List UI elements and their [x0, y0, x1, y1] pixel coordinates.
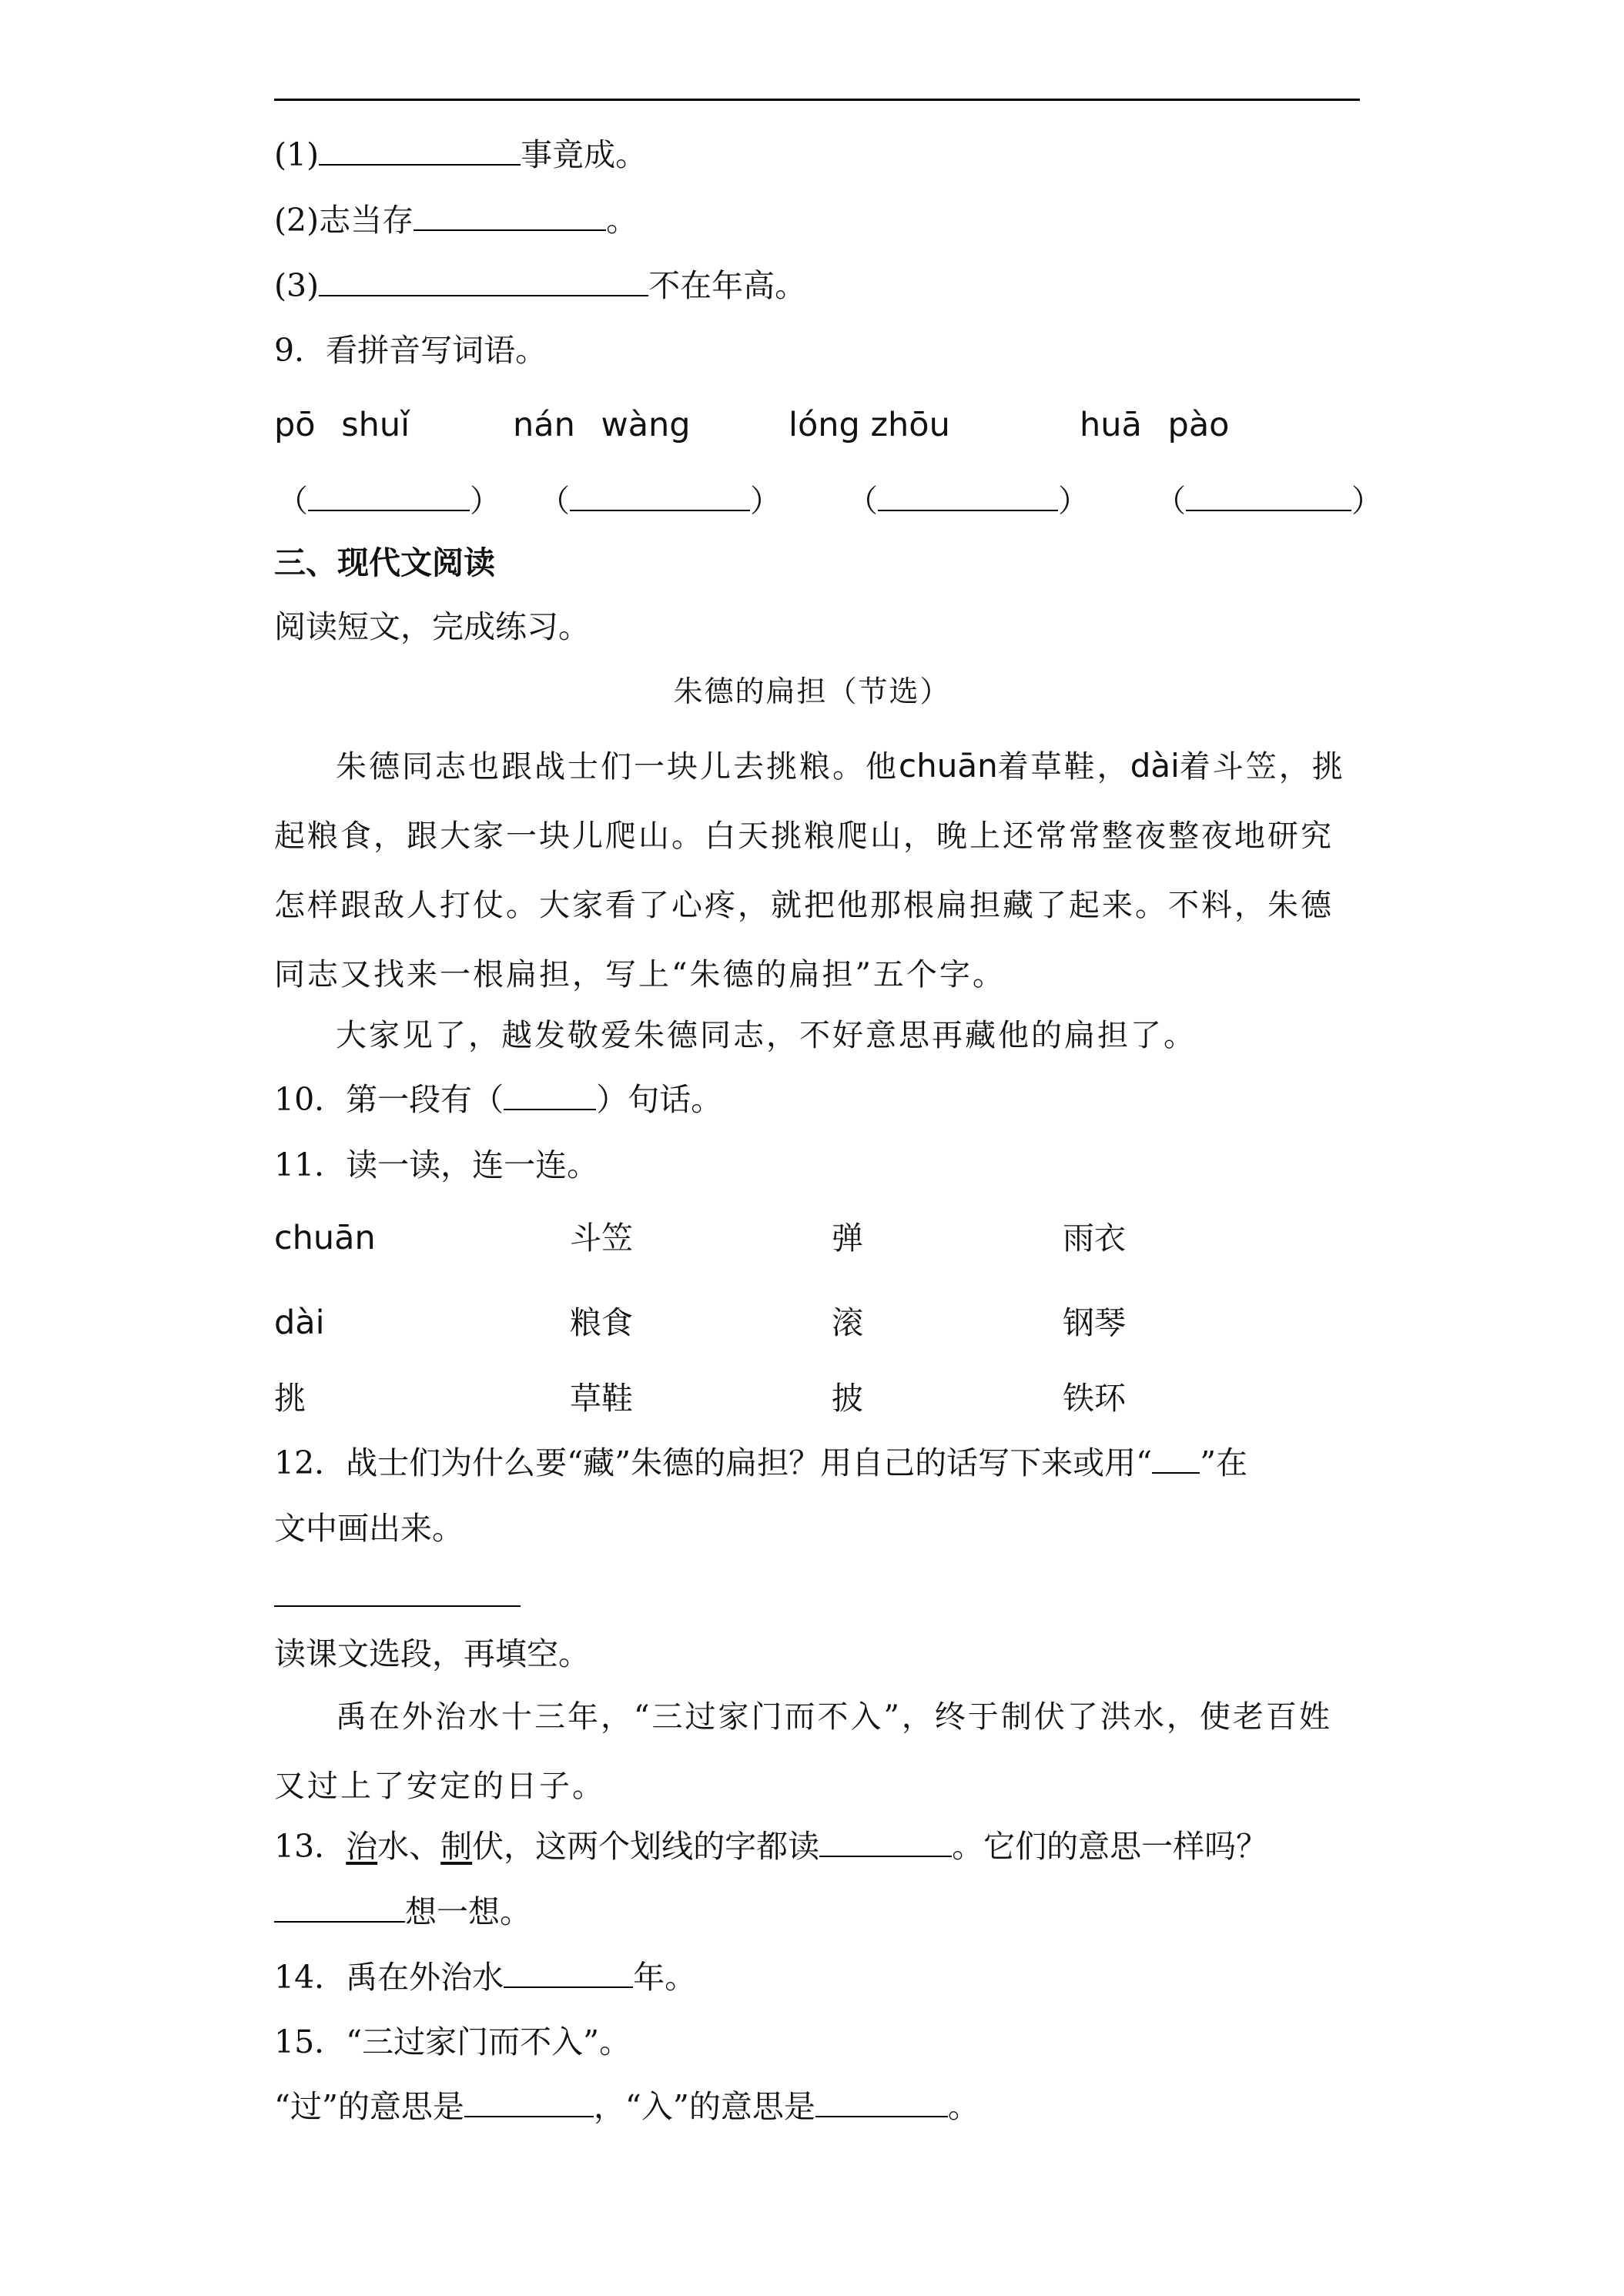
answer-blank[interactable]	[815, 2085, 948, 2117]
q12-line-1: 12．战士们为什么要“藏”朱德的扁担？用自己的话写下来或用“ ”在	[274, 1441, 1247, 1484]
match-pinyin[interactable]: dài	[274, 1304, 325, 1342]
answer-blank[interactable]	[464, 2085, 594, 2117]
match-word[interactable]: 粮食	[570, 1304, 633, 1341]
match-word[interactable]: 钢琴	[1063, 1304, 1126, 1341]
answer-blank[interactable]	[504, 1956, 633, 1988]
match-word[interactable]: 草鞋	[570, 1380, 633, 1417]
match-word[interactable]: 铁环	[1063, 1380, 1126, 1417]
q9-pinyin-2: nán wàng	[513, 406, 691, 444]
q9-answer-box-1: （ ）	[277, 476, 501, 523]
reading-instruction-2: 读课文选段，再填空。	[274, 1635, 590, 1672]
match-word[interactable]: 挑	[274, 1380, 306, 1417]
q9-pinyin-4: huā pào	[1080, 406, 1230, 444]
q9-answer-box-2: （ ）	[539, 476, 781, 523]
reading-instruction: 阅读短文，完成练习。	[274, 608, 590, 645]
match-word[interactable]: 斗笠	[570, 1220, 633, 1257]
q8-line-2: (2)志当存 。	[274, 199, 638, 242]
match-word[interactable]: 雨衣	[1063, 1220, 1126, 1257]
answer-blank[interactable]	[414, 199, 606, 231]
answer-blank[interactable]	[319, 264, 648, 296]
q12-line-2: 文中画出来。	[274, 1510, 464, 1547]
q9-pinyin-3: lóng zhōu	[789, 406, 950, 444]
answer-blank[interactable]	[819, 1825, 952, 1857]
q9-pinyin-1: pō shuǐ	[274, 406, 410, 444]
passage-paragraph-1: 朱德同志也跟战士们一块儿去挑粮。他chuān着草鞋，dài着斗笠，挑起粮食，跟大家一块儿爬山。白天挑粮爬山，晚上还常常整夜整夜地研究怎样跟敌人打仗。大家看了心疼，就把他那根扁担藏了起来。不料，朱德同志又找来一根扁担，写上“朱德的扁担”五个字。	[274, 747, 1345, 992]
answer-blank[interactable]	[319, 133, 521, 166]
underline-marker	[1152, 1441, 1200, 1474]
answer-blank[interactable]	[878, 476, 1058, 511]
answer-line[interactable]	[274, 1605, 521, 1607]
match-word[interactable]: 披	[832, 1380, 863, 1417]
answer-blank[interactable]	[570, 476, 750, 511]
section-heading: 三、现代文阅读	[274, 544, 495, 581]
q13-line-2: 想一想。	[274, 1890, 531, 1933]
q9-answer-box-4: （ ）	[1155, 476, 1382, 523]
q8-line-3: (3) 不在年高。	[274, 264, 806, 307]
q9-answer-box-3: （ ）	[847, 476, 1089, 523]
q15-answer: “过”的意思是 ，“入”的意思是 。	[274, 2085, 979, 2128]
match-pinyin[interactable]: chuān	[274, 1219, 376, 1257]
q15-title: 15．“三过家门而不入”。	[274, 2023, 631, 2060]
q14: 14．禹在外治水 年。	[274, 1956, 696, 1999]
answer-blank[interactable]	[504, 1078, 596, 1110]
q10: 10．第一段有（ ）句话。	[274, 1078, 722, 1121]
q13-line-1: 13．治水、制伏，这两个划线的字都读 。它们的意思一样吗？	[274, 1825, 1267, 1868]
header-rule	[274, 99, 1360, 101]
passage-paragraph-2: 大家见了，越发敬爱朱德同志，不好意思再藏他的扁担了。	[336, 1018, 1197, 1053]
answer-blank[interactable]	[274, 1890, 405, 1923]
answer-blank[interactable]	[1186, 476, 1351, 511]
q8-line-1: (1) 事竟成。	[274, 133, 647, 176]
q11-title: 11．读一读，连一连。	[274, 1146, 599, 1183]
match-word[interactable]: 弹	[832, 1220, 863, 1257]
answer-blank[interactable]	[308, 476, 470, 511]
passage-yu: 禹在外治水十三年，“三过家门而不入”，终于制伏了洪水，使老百姓又过上了安定的日子。	[274, 1699, 1332, 1804]
passage-title: 朱德的扁担（节选）	[673, 674, 951, 708]
match-word[interactable]: 滚	[832, 1304, 863, 1341]
q9-title: 9．看拼音写词语。	[274, 332, 547, 369]
